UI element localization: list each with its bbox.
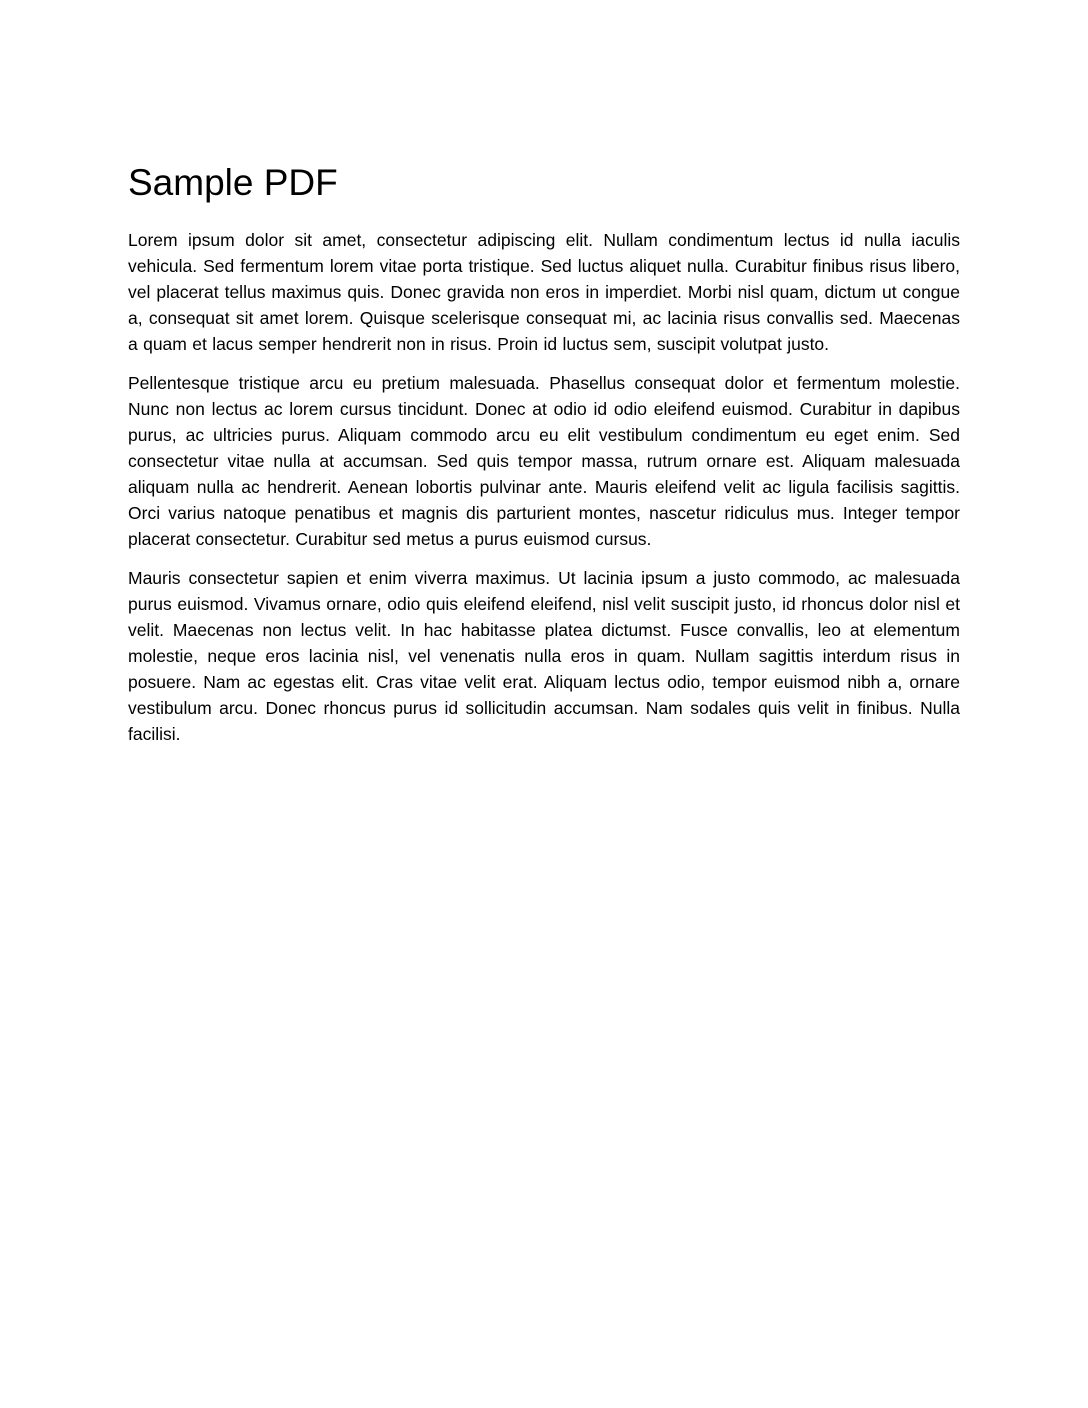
document-title: Sample PDF <box>128 162 338 203</box>
paragraph-1: Lorem ipsum dolor sit amet, consectetur adipiscing elit. Nullam condimentum lectus id nulla iaculis vehicula. Sed fermentum lorem vitae porta tristique. Sed luctus aliquet nulla. Curabitur finibus risus libero, vel placerat tellus maximus quis. Donec gravida non eros in imperdiet. Morbi nisl quam, dictum ut congue a, consequat sit amet lorem. Quisque scelerisque consequat mi, ac lacinia risus convallis sed. Maecenas a quam et lacus semper hendrerit non in risus. Proin id luctus sem, suscipit volutpat justo. <box>128 229 960 354</box>
paragraph-3: Mauris consectetur sapien et enim viverra maximus. Ut lacinia ipsum a justo commodo, ac malesuada purus euismod. Vivamus ornare, odio quis eleifend eleifend, nisl velit suscipit justo, id rhoncus dolor nisl et velit. Maecenas non lectus velit. In hac habitasse platea dictumst. Fusce convallis, leo at elementum molestie, neque eros lacinia nisl, vel venenatis nulla eros in quam. Nullam sagittis interdum risus in posuere. Nam ac egestas elit. Cras vitae velit erat. Aliquam lectus odio, tempor euismod nibh a, ornare vestibulum arcu. Donec rhoncus purus id sollicitudin accumsan. Nam sodales quis velit in finibus. Nulla facilisi. <box>128 567 960 744</box>
paragraph-2: Pellentesque tristique arcu eu pretium malesuada. Phasellus consequat dolor et fermentum molestie. Nunc non lectus ac lorem cursus tincidunt. Donec at odio id odio eleifend euismod. Curabitur in dapibus purus, ac ultricies purus. Aliquam commodo arcu eu elit vestibulum condimentum eu eget enim. Sed consectetur vitae nulla at accumsan. Sed quis tempor massa, rutrum ornare est. Aliquam malesuada aliquam nulla ac hendrerit. Aenean lobortis pulvinar ante. Mauris eleifend velit ac ligula facilisis sagittis. Orci varius natoque penatibus et magnis dis parturient montes, nascetur ridiculus mus. Integer tempor placerat consectetur. Curabitur sed metus a purus euismod cursus. <box>128 372 960 549</box>
